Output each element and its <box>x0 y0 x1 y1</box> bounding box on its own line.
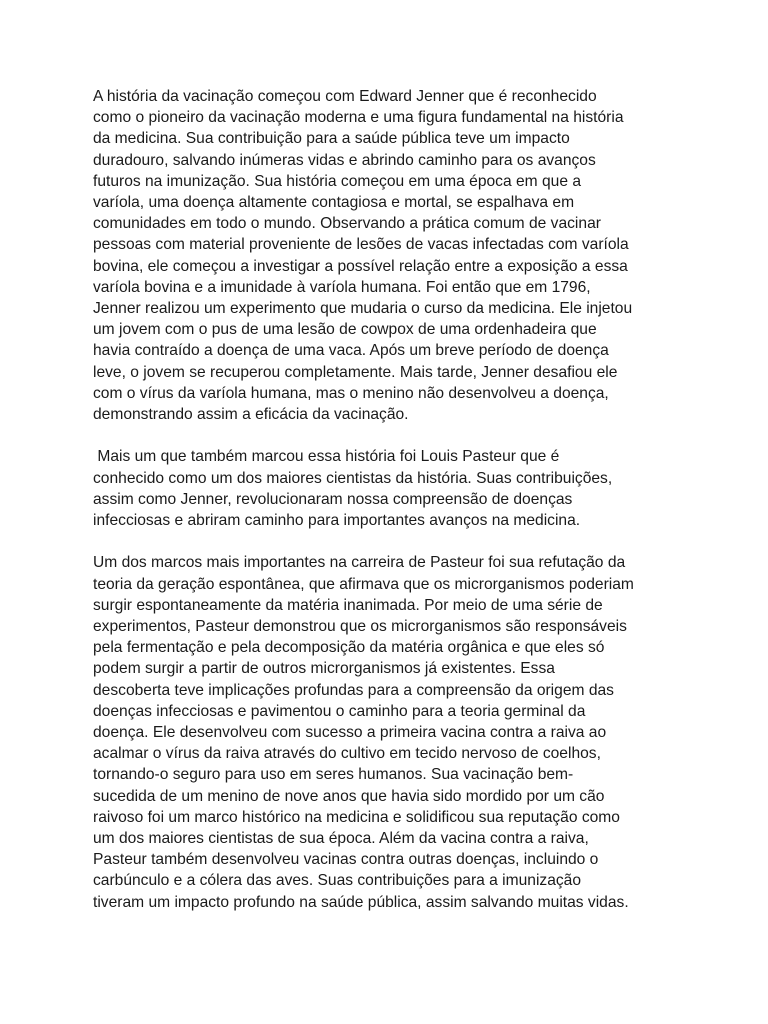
text-line: carbúnculo e a cólera das aves. Suas contribuições para a imunização <box>93 872 582 890</box>
text-line: havia contraído a doença de uma vaca. Após um breve período de doença <box>93 342 609 360</box>
text-line: Jenner realizou um experimento que mudaria o curso da medicina. Ele injetou <box>93 300 633 318</box>
text-line: com o vírus da varíola humana, mas o menino não desenvolveu a doença, <box>93 384 609 402</box>
text-line: teoria da geração espontânea, que afirmava que os microrganismos poderiam <box>93 575 634 593</box>
text-line: leve, o jovem se recuperou completamente. Mais tarde, Jenner desafiou ele <box>93 363 618 381</box>
text-line: A história da vacinação começou com Edward Jenner que é reconhecido <box>93 88 597 105</box>
text-line: varíola, uma doença altamente contagiosa e mortal, se espalhava em <box>93 194 575 212</box>
text-line: tornando-o seguro para uso em seres humanos. Sua vacinação bem- <box>93 766 574 784</box>
text-line: um jovem com o pus de uma lesão de cowpox de uma ordenhadeira que <box>93 321 597 339</box>
text-line: Pasteur também desenvolveu vacinas contra outras doenças, incluindo o <box>93 851 599 869</box>
document-body <box>93 86 693 913</box>
text-line: tiveram um impacto profundo na saúde pública, assim salvando muitas vidas. <box>93 893 629 911</box>
text-line: descoberta teve implicações profundas para a compreensão da origem das <box>93 681 614 699</box>
text-line: duradouro, salvando inúmeras vidas e abrindo caminho para os avanços <box>93 151 596 169</box>
text-line: acalmar o vírus da raiva através do cultivo em tecido nervoso de coelhos, <box>93 745 601 763</box>
text-line: doenças infecciosas e pavimentou o caminho para a teoria germinal da <box>93 702 586 720</box>
text-line: podem surgir a partir de outros microrganismos já existentes. Essa <box>93 660 555 678</box>
text-line: bovina, ele começou a investigar a possível relação entre a exposição a essa <box>93 257 628 275</box>
paragraph <box>93 446 693 531</box>
text-line: conhecido como um dos maiores cientistas da história. Suas contribuições, <box>93 469 613 487</box>
text-line: varíola bovina e a imunidade à varíola humana. Foi então que em 1796, <box>93 278 591 296</box>
text-line: demonstrando assim a eficácia da vacinação. <box>93 406 409 424</box>
paragraph <box>93 86 693 425</box>
text-line: infecciosas e abriram caminho para importantes avanços na medicina. <box>93 512 581 530</box>
text-line: surgir espontaneamente da matéria inanimada. Por meio de uma série de <box>93 596 603 614</box>
text-line: comunidades em todo o mundo. Observando a prática comum de vacinar <box>93 215 601 233</box>
text-line: futuros na imunização. Sua história começou em uma época em que a <box>93 172 582 190</box>
text-line: sucedida de um menino de nove anos que havia sido mordido por um cão <box>93 787 605 805</box>
text-line: raivoso foi um marco histórico na medicina e solidificou sua reputação como <box>93 808 620 826</box>
text-line: assim como Jenner, revolucionaram nossa compreensão de doenças <box>93 490 573 508</box>
text-line: Mais um que também marcou essa história foi Louis Pasteur que é <box>93 448 560 466</box>
text-line: da medicina. Sua contribuição para a saúde pública teve um impacto <box>93 130 570 148</box>
text-line: doença. Ele desenvolveu com sucesso a primeira vacina contra a raiva ao <box>93 724 607 742</box>
text-line: como o pioneiro da vacinação moderna e uma figura fundamental na história <box>93 109 624 127</box>
text-line: um dos maiores cientistas de sua época. Além da vacina contra a raiva, <box>93 830 589 848</box>
paragraph <box>93 552 693 912</box>
text-line: pela fermentação e pela decomposição da matéria orgânica e que eles só <box>93 639 605 657</box>
text-line: Um dos marcos mais importantes na carreira de Pasteur foi sua refutação da <box>93 554 626 572</box>
text-line: pessoas com material proveniente de lesões de vacas infectadas com varíola <box>93 236 629 254</box>
text-line: experimentos, Pasteur demonstrou que os microrganismos são responsáveis <box>93 618 627 636</box>
